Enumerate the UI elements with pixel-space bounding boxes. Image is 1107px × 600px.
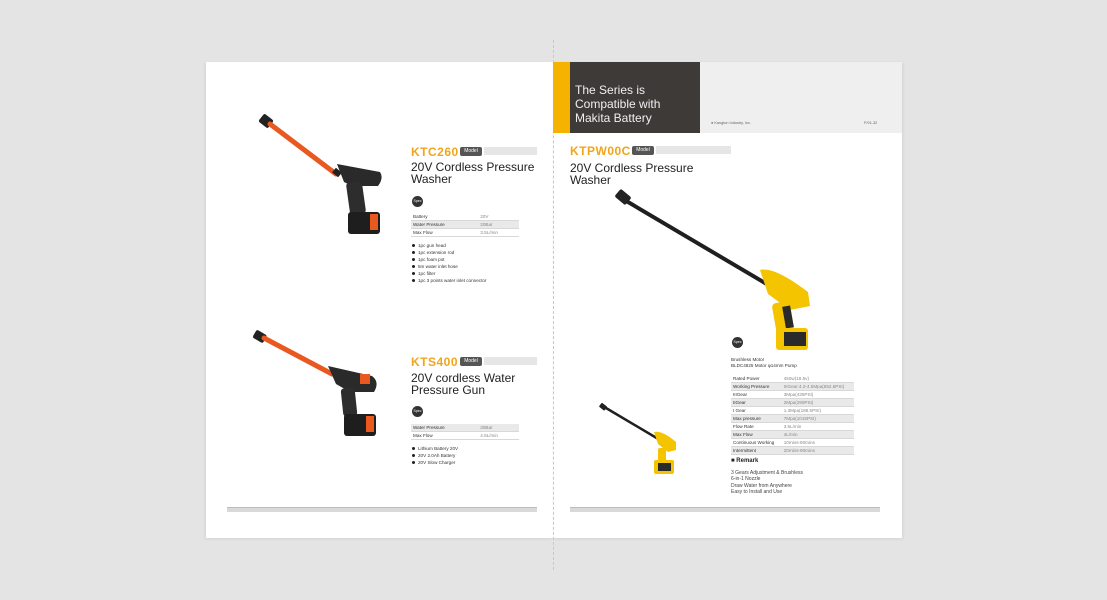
motor-info <box>731 357 797 370</box>
spec-key: Water Pressure <box>411 221 478 229</box>
header-title-line1: The Series is <box>575 83 646 97</box>
spec-value: 3.5L/min <box>478 229 519 237</box>
list-item: 20V 2.0Ah Battery <box>412 452 458 459</box>
spec-key: Continuous Working <box>731 439 782 447</box>
ktc260-accessory-list <box>412 242 486 284</box>
spec-key: I Gear <box>731 407 782 415</box>
spec-value: 20mins-90mins <box>782 447 854 455</box>
company-name-text: Kangton Industry, Inc. <box>714 121 752 125</box>
kts400-title-line1: 20V cordless Water <box>411 371 516 385</box>
list-item: Draw Water from Anywhere <box>731 482 792 489</box>
spec-key: IIGear <box>731 399 782 407</box>
ktpw00c-model-tag: Model <box>632 146 654 155</box>
spec-value: 4.8L/min <box>478 432 519 440</box>
ktc260-model-bar <box>484 147 537 155</box>
spec-value: 7Mpa(1015PSI) <box>782 415 854 423</box>
ktpw00c-model-bar <box>656 146 731 154</box>
ktpw00c-spec-badge: Spec <box>732 337 743 348</box>
kts400-accessory-list <box>412 445 458 466</box>
spec-value: 2Mpa(290PSI) <box>782 399 854 407</box>
spec-value: 20V <box>478 213 519 221</box>
list-item: 1pc foam pot <box>412 256 486 263</box>
spec-key: Water Pressure <box>411 424 478 432</box>
ktc260-spec-badge: Spec <box>412 196 423 207</box>
motor-line2: BLDC4825 Motor φ14mm Pump <box>731 363 797 369</box>
page-number: P/01-32 <box>864 121 878 125</box>
spec-row <box>411 424 519 432</box>
list-item: Easy to Install and Use <box>731 488 783 495</box>
header-title <box>575 83 695 125</box>
list-item: 20V Slow Charger <box>412 459 458 466</box>
spec-key: Max Flow <box>731 431 782 439</box>
header-title-line2: Compatible with <box>575 97 661 111</box>
header-accent <box>553 62 570 133</box>
spec-row <box>411 221 519 229</box>
spec-value: 450w(18.5v) <box>782 375 854 383</box>
spec-key: Max Flow <box>411 229 478 237</box>
spec-row <box>731 399 854 407</box>
spec-value: 4L/min <box>782 431 854 439</box>
spec-value: 3.5L/min <box>782 423 854 431</box>
spec-key: Working Pressure <box>731 383 782 391</box>
spec-key: Max pressure <box>731 415 782 423</box>
remark-list <box>731 470 803 495</box>
spec-row <box>731 447 854 455</box>
spec-key: IIIGear <box>731 391 782 399</box>
spec-row <box>731 415 854 423</box>
spec-row <box>411 432 519 440</box>
kts400-model-tag: Model <box>460 357 482 366</box>
list-item: 1pc extension rod <box>412 249 486 256</box>
ktc260-spec-table <box>411 213 519 237</box>
list-item: 1pc 3 points water inlet connector <box>412 277 486 284</box>
list-item: Lithium Battery 20V <box>412 445 458 452</box>
company-name <box>711 121 751 125</box>
spec-value: 30Bar <box>478 424 519 432</box>
ktpw00c-title-line1: 20V Cordless Pressure <box>570 161 694 175</box>
ktpw00c-spec-table <box>731 375 854 455</box>
ktc260-title-line2: Washer <box>411 172 452 186</box>
spec-key: Battery <box>411 213 478 221</box>
list-item: 1pc gun head <box>412 242 486 249</box>
spec-value: 1.3Mpa(188.5PSI) <box>782 407 854 415</box>
ktc260-model-code: KTC260 <box>411 145 459 159</box>
ktpw00c-model-code: KTPW00C <box>570 144 631 158</box>
spec-row <box>411 229 519 237</box>
remark-title: Remark <box>736 458 759 464</box>
spec-row <box>731 431 854 439</box>
ktc260-title-line1: 20V Cordless Pressure <box>411 160 535 174</box>
spec-row <box>731 383 854 391</box>
left-footer-line <box>227 507 537 512</box>
list-item: 6-in-1 Nozzle <box>731 476 761 483</box>
kts400-spec-badge: Spec <box>412 406 423 417</box>
motor-line1: Brushless Motor <box>731 357 765 362</box>
spec-value: 20Bar <box>478 221 519 229</box>
spec-row <box>411 213 519 221</box>
spec-key: Max Flow <box>411 432 478 440</box>
ktc260-model-tag: Model <box>460 147 482 156</box>
list-item: 5m water inlet hose <box>412 263 486 270</box>
ktpw00c-product-image <box>612 188 817 356</box>
spec-value: IIIGear:4.2-4.5Mpa(652.5PSI) <box>782 383 854 391</box>
spec-value: 3Mpa(435PSI) <box>782 391 854 399</box>
header-title-line3: Makita Battery <box>575 111 652 125</box>
spec-key: Flow Rate <box>731 423 782 431</box>
kts400-title-line2: Pressure Gun <box>411 383 486 397</box>
kts400-model-bar <box>484 357 537 365</box>
right-footer-line <box>570 507 880 512</box>
ktpw00c-title-line2: Washer <box>570 173 611 187</box>
company-dot-icon: ● <box>711 121 714 125</box>
spec-row <box>731 439 854 447</box>
spec-row <box>731 407 854 415</box>
ktpw00c-small-image <box>598 402 680 476</box>
spec-key: Rated Power <box>731 375 782 383</box>
spec-key: Intermittent <box>731 447 782 455</box>
spec-value: 10mins-60mins <box>782 439 854 447</box>
kts400-product-image <box>252 328 387 440</box>
kts400-spec-table <box>411 424 519 440</box>
remark-heading <box>731 458 758 464</box>
list-item: 1pc filter <box>412 270 486 277</box>
ktc260-product-image <box>252 112 387 242</box>
spec-row <box>731 375 854 383</box>
kts400-model-code: KTS400 <box>411 355 459 369</box>
spec-row <box>731 423 854 431</box>
spec-row <box>731 391 854 399</box>
square-bullet-icon: ■ <box>731 458 735 464</box>
list-item: 3 Gears Adjustment & Brushless <box>731 470 803 476</box>
